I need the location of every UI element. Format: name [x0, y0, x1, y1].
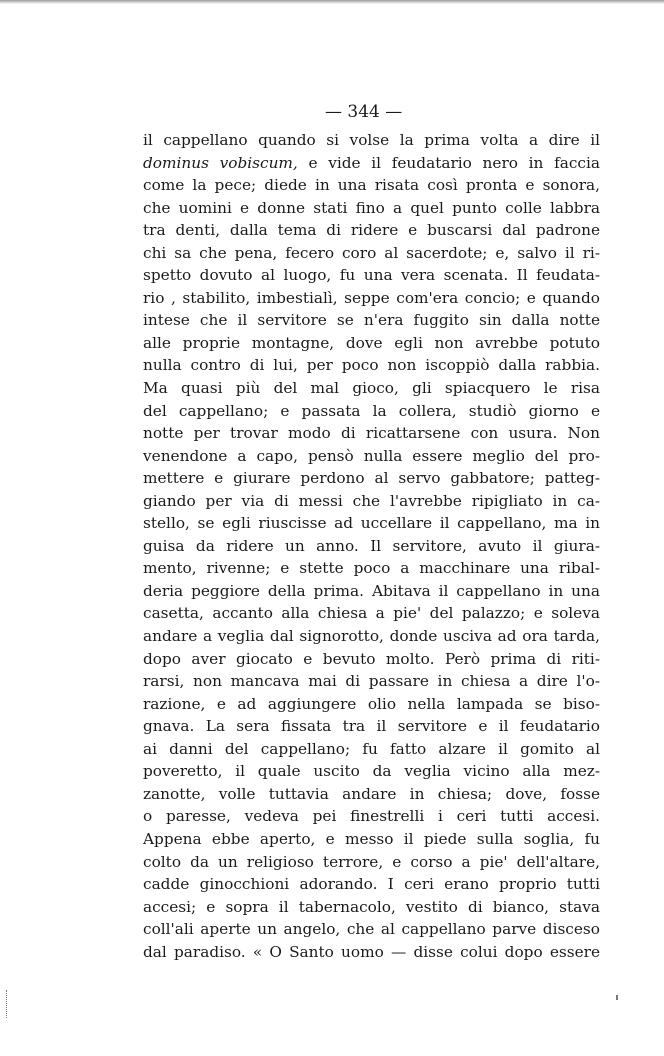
text-line: dal paradiso. « O Santo uomo — disse colui dopo essere [143, 942, 600, 961]
text-line: come la pece; diede in una risata così pronta e sonora, [143, 176, 600, 195]
text-line: zanotte, volle tuttavia andare in chiesa; dove, fosse [143, 784, 600, 803]
text-line: colto da un religioso terrore, e corso a pie' dell'altare, [143, 852, 600, 871]
text-line: venendone a capo, pensò nulla essere meglio del pro- [143, 446, 600, 465]
text-line: o paresse, vedeva pei finestrelli i ceri tutti accesi. [143, 807, 600, 826]
text-line: mento, rivenne; e stette poco a macchinare una ribal- [143, 559, 600, 578]
text-line: alle proprie montagne, dove egli non avrebbe potuto [143, 333, 600, 352]
text-line: notte per trovar modo di ricattarsene con usura. Non [143, 424, 600, 443]
text-line: mettere e giurare perdono al servo gabbatore; patteg- [143, 469, 600, 488]
text-line: dopo aver giocato e bevuto molto. Però prima di riti- [143, 649, 600, 668]
text-line: rio , stabilito, imbestialì, seppe com'era concio; e quando [143, 288, 600, 307]
page-number: — 344 — [325, 102, 403, 122]
text-line: nulla contro di lui, per poco non iscoppiò dalla rabbia. [143, 356, 600, 375]
text-line: del cappellano; e passata la collera, studiò giorno e [143, 401, 600, 420]
text-line: casetta, accanto alla chiesa a pie' del palazzo; e soleva [143, 604, 600, 623]
text-line: ai danni del cappellano; fu fatto alzare il gomito al [143, 739, 600, 758]
text-line: chi sa che pena, fecero coro al sacerdote; e, salvo il ri- [143, 243, 600, 262]
scan-speck [6, 990, 9, 1018]
latin-phrase: dominus vobiscum, [143, 153, 298, 172]
text-line: guisa da ridere un anno. Il servitore, avuto il giura- [143, 536, 600, 555]
text-line: che uomini e donne stati fino a quel punto colle labbra [143, 198, 600, 217]
body-text [143, 129, 600, 963]
text-line: rarsi, non mancava mai di passare in chiesa a dire l'o- [143, 672, 600, 691]
text-line: intese che il servitore se n'era fuggito sin dalla notte [143, 311, 600, 330]
text-line: cadde ginocchioni adorando. I ceri erano proprio tutti [143, 875, 600, 894]
text-line: deria peggiore della prima. Abitava il cappellano in una [143, 581, 600, 600]
text-line: poveretto, il quale uscito da veglia vicino alla mez- [143, 762, 600, 781]
text-line: coll'ali aperte un angelo, che al cappellano parve disceso [143, 920, 600, 939]
text-line: gnava. La sera fissata tra il servitore e il feudatario [143, 717, 600, 736]
text-line: giando per via di messi che l'avrebbe ripigliato in ca- [143, 491, 600, 510]
text-line: Appena ebbe aperto, e messo il piede sulla soglia, fu [143, 829, 600, 848]
text-line: andare a veglia dal signorotto, donde usciva ad ora tarda, [143, 627, 600, 646]
text-line: stello, se egli riuscisse ad uccellare il cappellano, ma in [143, 514, 600, 533]
text-line: Ma quasi più del mal gioco, gli spiacquero le risa [143, 379, 600, 398]
text-line: razione, e ad aggiungere olio nella lampada se biso- [143, 694, 600, 713]
text-line: accesi; e sopra il tabernacolo, vestito di bianco, stava [143, 897, 600, 916]
text-line [143, 152, 600, 175]
text-line: il cappellano quando si volse la prima volta a dire il [143, 131, 600, 149]
text-line: tra denti, dalla tema di ridere e buscarsi dal padrone [143, 221, 600, 240]
text-line: spetto dovuto al luogo, fu una vera scenata. Il feudata- [143, 266, 600, 285]
text-line-rest: e vide il feudatario nero in faccia [297, 153, 600, 172]
scan-speck [616, 995, 618, 1000]
scan-top-edge [0, 0, 664, 4]
